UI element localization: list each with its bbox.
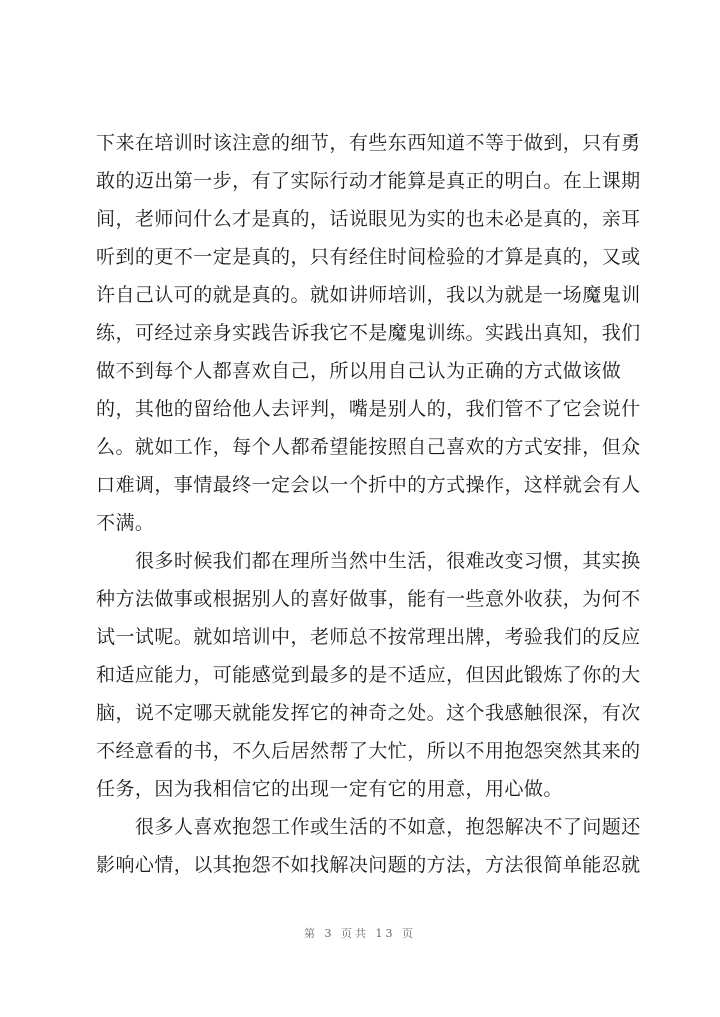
body-line: 影响心情，以其抱怨不如找解决问题的方法，方法很简单能忍就 [96,854,641,876]
body-line: 敢的迈出第一步，有了实际行动才能算是真正的明白。在上课期 [96,170,641,192]
body-line: 练，可经过亲身实践告诉我它不是魔鬼训练。实践出真知，我们 [96,322,641,344]
body-line: 听到的更不一定是真的，只有经住时间检验的才算是真的，又或 [96,246,641,268]
body-line: 试一试呢。就如培训中，老师总不按常理出牌，考验我们的反应 [96,626,641,648]
body-line: 口难调，事情最终一定会以一个折中的方式操作，这样就会有人 [96,474,641,496]
body-line: 下来在培训时该注意的细节，有些东西知道不等于做到，只有勇 [96,132,641,154]
body-line: 的，其他的留给他人去评判，嘴是别人的，我们管不了它会说什 [96,398,641,420]
body-line: 间，老师问什么才是真的，话说眼见为实的也未必是真的，亲耳 [96,208,641,230]
body-line: 任务，因为我相信它的出现一定有它的用意，用心做。 [96,778,563,800]
body-line: 种方法做事或根据别人的喜好做事，能有一些意外收获，为何不 [96,588,641,610]
body-line: 和适应能力，可能感觉到最多的是不适应，但因此锻炼了你的大 [96,664,641,686]
body-line: 脑，说不定哪天就能发挥它的神奇之处。这个我感触很深，有次 [96,702,641,724]
body-line: 么。就如工作，每个人都希望能按照自己喜欢的方式安排，但众 [96,436,641,458]
page-number-footer: 第 3 页共 13 页 [304,927,416,940]
body-line: 不经意看的书，不久后居然帮了大忙，所以不用抱怨突然其来的 [96,740,641,762]
body-line: 不满。 [96,512,155,534]
body-line: 许自己认可的就是真的。就如讲师培训，我以为就是一场魔鬼训 [96,284,641,306]
body-line: 做不到每个人都喜欢自己，所以用自己认为正确的方式做该做 [96,360,622,382]
paragraph-first-line: 很多时候我们都在理所当然中生活，很难改变习惯，其实换 [135,550,641,572]
paragraph-first-line: 很多人喜欢抱怨工作或生活的不如意，抱怨解决不了问题还 [135,816,641,838]
